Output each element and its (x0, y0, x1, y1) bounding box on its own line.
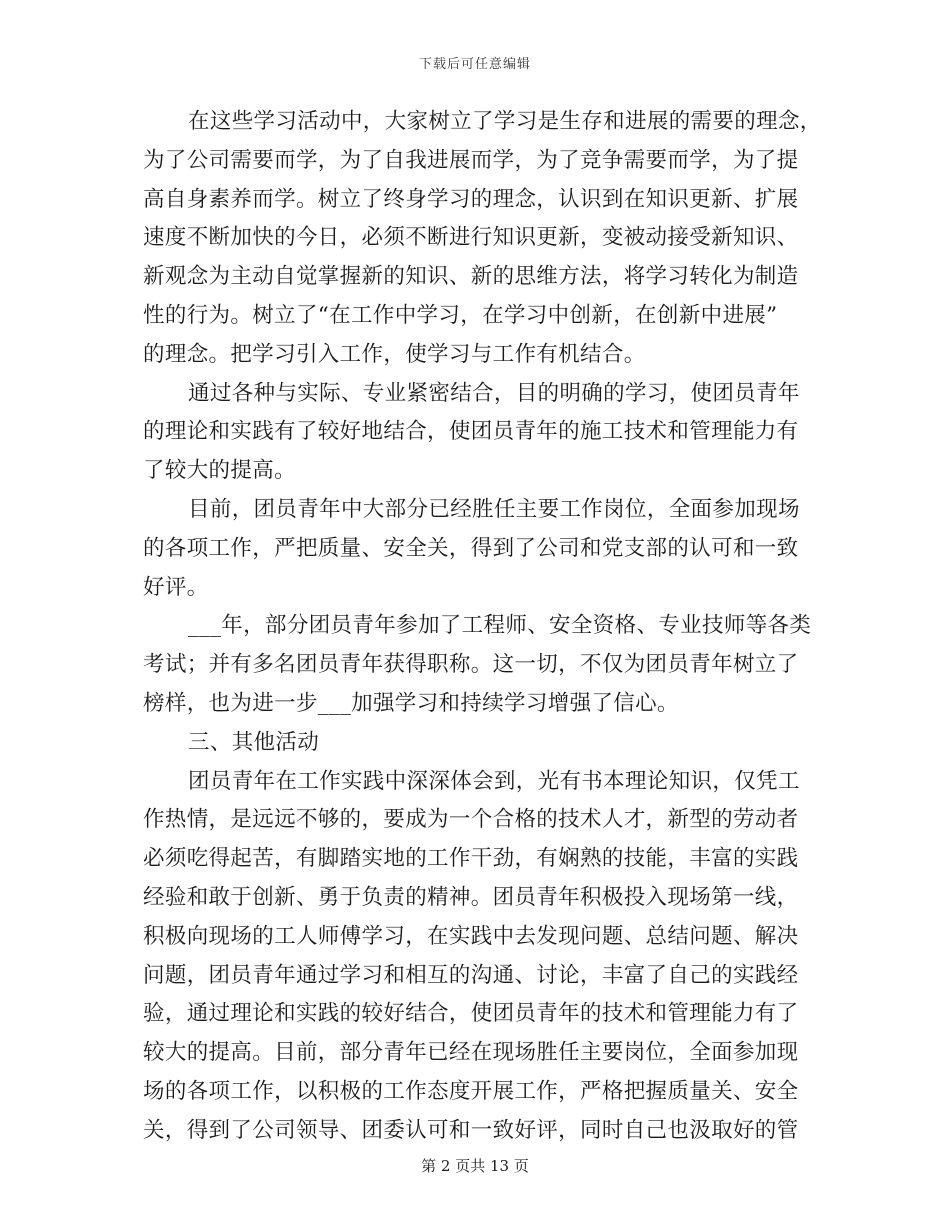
text-line: 积极向现场的工人师傅学习，在实践中去发现问题、总结问题、解决 (143, 923, 799, 949)
text-line: 性的行为。树立了“在工作中学习，在学习中创新，在创新中进展” (143, 302, 778, 328)
text-line: 的理念。把学习引入工作，使学习与工作有机结合。 (143, 341, 646, 367)
text-line: 必须吃得起苦，有脚踏实地的工作干劲，有娴熟的技能，丰富的实践 (143, 846, 799, 872)
text-line: 较大的提高。目前，部分青年已经在现场胜任主要岗位，全面参加现 (143, 1040, 799, 1066)
text-line: 榜样，也为进一步___加强学习和持续学习增强了信心。 (143, 690, 679, 716)
text-line: 三、其他活动 (188, 729, 320, 755)
text-line: 考试；并有多名团员青年获得职称。这一切，不仅为团员青年树立了 (143, 652, 799, 678)
text-line: ___年，部分团员青年参加了工程师、安全资格、专业技师等各类 (188, 613, 812, 639)
text-line: 的理论和实践有了较好地结合，使团员青年的施工技术和管理能力有 (143, 419, 799, 445)
text-line: 了较大的提高。 (143, 458, 296, 484)
text-line: 团员青年在工作实践中深深体会到，光有书本理论知识，仅凭工 (188, 768, 800, 794)
text-line: 高自身素养而学。树立了终身学习的理念，认识到在知识更新、扩展 (143, 186, 799, 212)
page-footer: 第 2 页共 13 页 (421, 1157, 529, 1175)
text-line: 验，通过理论和实践的较好结合，使团员青年的技术和管理能力有了 (143, 1001, 799, 1027)
text-line: 的各项工作，严把质量、安全关，得到了公司和党支部的认可和一致 (143, 535, 799, 561)
text-line: 场的各项工作，以积极的工作态度开展工作，严格把握质量关、安全 (143, 1078, 799, 1104)
text-line: 新观念为主动自觉掌握新的知识、新的思维方法，将学习转化为制造 (143, 264, 799, 290)
text-line: 目前，团员青年中大部分已经胜任主要工作岗位，全面参加现场 (188, 496, 800, 522)
text-line: 在这些学习活动中，大家树立了学习是生存和进展的需要的理念， (188, 109, 822, 134)
text-line: 问题，团员青年通过学习和相互的沟通、讨论，丰富了自己的实践经 (143, 962, 799, 988)
text-line: 作热情，是远远不够的，要成为一个合格的技术人才，新型的劳动者 (143, 807, 799, 833)
text-line: 速度不断加快的今日，必须不断进行知识更新，变被动接受新知识、 (143, 225, 799, 251)
page-header: 下载后可任意编辑 (418, 57, 531, 72)
text-line: 为了公司需要而学，为了自我进展而学，为了竞争需要而学，为了提 (143, 147, 799, 173)
text-line: 经验和敢于创新、勇于负责的精神。团员青年积极投入现场第一线， (143, 884, 799, 910)
text-line: 通过各种与实际、专业紧密结合，目的明确的学习，使团员青年 (188, 380, 800, 406)
text-line: 关，得到了公司领导、团委认可和一致好评，同时自己也汲取好的管 (143, 1117, 799, 1143)
document-body (143, 103, 822, 1151)
text-line: 好评。 (143, 574, 209, 600)
